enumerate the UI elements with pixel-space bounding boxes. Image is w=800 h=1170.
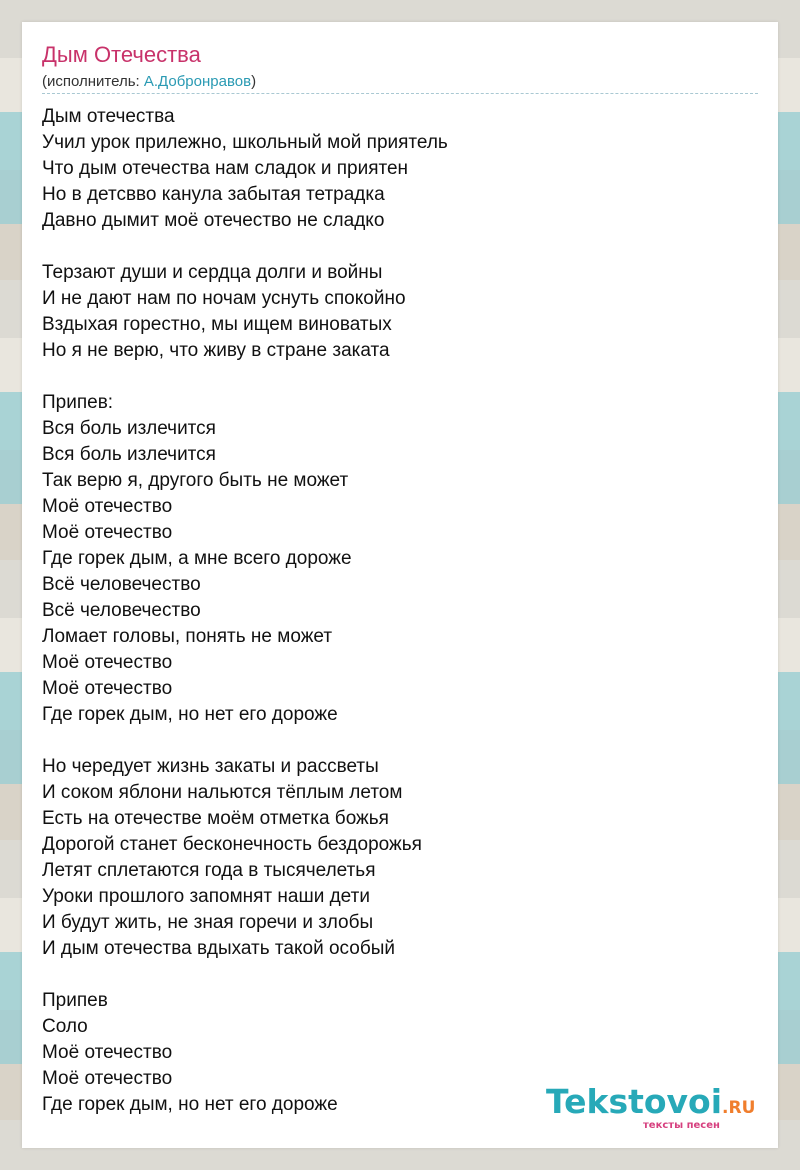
lyric-line: Припев: xyxy=(42,392,114,413)
lyric-line: Так верю я, другого быть не может xyxy=(42,470,349,491)
lyric-line: И будут жить, не зная горечи и злобы xyxy=(42,912,374,933)
song-title: Дым Отечества xyxy=(42,42,201,67)
lyric-line: Терзают души и сердца долги и войны xyxy=(42,262,383,283)
lyric-line: Моё отечество xyxy=(42,1068,173,1089)
lyric-line: Учил урок прилежно, школьный мой приятель xyxy=(42,132,448,153)
lyric-line: Всё человечество xyxy=(42,574,201,595)
lyric-line: Что дым отечества нам сладок и приятен xyxy=(42,158,409,179)
lyric-line: Моё отечество xyxy=(42,678,173,699)
artist-link[interactable]: А.Добронравов xyxy=(143,73,252,90)
lyric-line: И не дают нам по ночам уснуть спокойно xyxy=(42,288,406,309)
lyric-line: Где горек дым, но нет его дороже xyxy=(42,704,338,725)
lyric-line: Вся боль излечится xyxy=(42,444,216,465)
performer-line xyxy=(42,73,256,90)
title-divider xyxy=(42,93,758,94)
lyric-line: И соком яблони нальются тёплым летом xyxy=(42,782,403,803)
lyrics-card xyxy=(22,22,778,1148)
lyric-line xyxy=(42,364,448,390)
lyric-line: Летят сплетаются года в тысячелетья xyxy=(42,860,376,881)
lyric-line: Моё отечество xyxy=(42,1042,173,1063)
lyrics-text xyxy=(42,104,448,1118)
site-logo[interactable] xyxy=(546,1082,756,1131)
lyric-line: Дорогой станет бесконечность бездорожья xyxy=(42,834,422,855)
lyric-line: Есть на отечестве моём отметка божья xyxy=(42,808,389,829)
lyric-line: Всё человечество xyxy=(42,600,201,621)
performer-prefix: (исполнитель: xyxy=(42,73,144,90)
lyric-line: Ломает головы, понять не может xyxy=(42,626,333,647)
lyric-line: Где горек дым, а мне всего дороже xyxy=(42,548,352,569)
lyric-line: Уроки прошлого запомнят наши дети xyxy=(42,886,370,907)
logo-domain: .RU xyxy=(722,1098,756,1118)
lyric-line: Моё отечество xyxy=(42,496,173,517)
lyric-line: Где горек дым, но нет его дороже xyxy=(42,1094,338,1115)
logo-wordmark: Tekstovoi xyxy=(546,1082,723,1121)
lyric-line: Дым отечества xyxy=(42,106,175,127)
lyric-line xyxy=(42,234,448,260)
lyric-line: Но в детсвво канула забытая тетрадка xyxy=(42,184,385,205)
lyric-line xyxy=(42,728,448,754)
lyric-line: Припев xyxy=(42,990,108,1011)
lyric-line: Давно дымит моё отечество не сладко xyxy=(42,210,385,231)
lyric-line: Соло xyxy=(42,1016,88,1037)
lyric-line: Вся боль излечится xyxy=(42,418,216,439)
lyric-line xyxy=(42,962,448,988)
lyric-line: Но чередует жизнь закаты и рассветы xyxy=(42,756,379,777)
lyric-line: Моё отечество xyxy=(42,652,173,673)
logo-tagline: тексты песен xyxy=(643,1120,720,1131)
performer-suffix: ) xyxy=(251,73,257,90)
lyric-line: И дым отечества вдыхать такой особый xyxy=(42,938,395,959)
lyric-line: Но я не верю, что живу в стране заката xyxy=(42,340,390,361)
lyric-line: Вздыхая горестно, мы ищем виноватых xyxy=(42,314,392,335)
lyric-line: Моё отечество xyxy=(42,522,173,543)
